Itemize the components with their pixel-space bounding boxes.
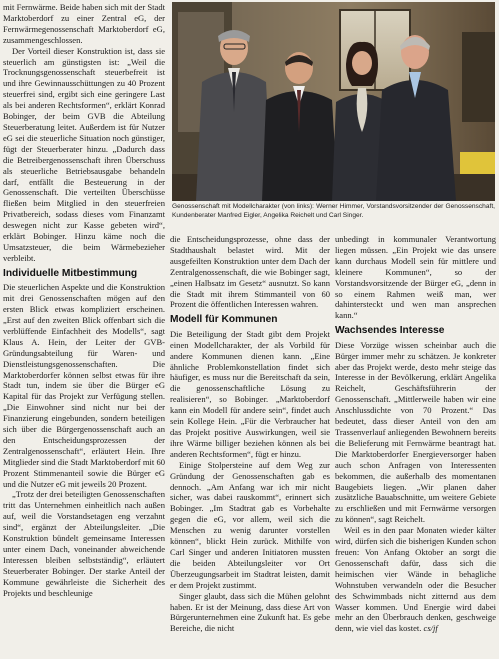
subheading-individuelle-mitbestimmung: Individuelle Mitbestimmung — [3, 267, 138, 279]
left-paragraph-2: Der Vorteil dieser Konstruktion ist, dass sie steuerlich am günstigsten ist: „Weil die Trocknungsgenossenschaft steuerbefreit ist und ihre Gewinnausschüttungen zu 40 Prozent steuerfrei sind, ergibt sich eine geringere Last als bei anderen Rechtsformen“, erklärt Konrad Bobinger, der beim GVB die Abteilung Steuerberatung leitet. Außerdem ist für Nutzer eG sei die steuerliche Situation noch günstiger, fügt der Steuerberater hinzu. „Dadurch dass die Betreibergenossenschaft ihren Überschuss als steuerliche Betriebsausgabe behandeln darf, entfällt die Besteuerung in der Genossenschaft. Die verteilten Überschüsse fließen beim Mitglied in den steuerfreien Privatbereich, sodass dieses vom Finanzamt deswegen nicht zur Kasse gebeten wird“, erklärt Bobinger. Hinzu käme noch die Umsatzsteuer, die beim Wärmebezieher verbleibt. — [3, 45, 165, 263]
subheading-wachsendes-interesse: Wachsendes Interesse — [335, 325, 445, 337]
left-paragraph-4: „Trotz der drei beteiligten Genossenschaften tritt das Unternehmen einheitlich nach außen auf, weil die Vorstandsetagen eng verzahnt sind“, ergänzt der Abteilungsleiter. „Die Konstruktion bündelt gemeinsame Interessen unter einem Dach, voneinander abweichende Interessen bleiben selbstständig“, erläutert Steuerberater Bobinger. Der starke Anteil der Kommune gewährleiste die Sicherheit des Projekts und beschleunige — [3, 489, 165, 598]
subheading-modell-fuer-kommunen: Modell für Kommunen — [170, 314, 278, 326]
mid-paragraph-4: Singer glaubt, dass sich die Mühen gelohnt haben. Er ist der Meinung, dass diese Art von Bürgerunternehmen eine Zukunft hat. Es gebe Bereiche, die nicht — [170, 590, 330, 634]
right-paragraph-3-text: Weil es in den paar Monaten wieder kälter wird, dürfen sich die bisherigen Kunden schon freuen: Von Anfang Oktober an sorgt die Genossenschaft dafür, dass sich die heimischen vier Wände in behagliche Wohnstuben verwandeln oder die Besucher des Schwimmbads nicht zitternd aus dem Wasser kommen. Und Energie wird dabei mehr an den Überbrauch denken, geschweige denn, wie viel das kostet. — [335, 525, 496, 634]
photo-caption: Genossenschaft mit Modellcharakter (von links): Werner Himmer, Vorstandsvorsitzender der Genossenschaft, Kundenberater Manfred Eigler, Angelika Reichelt und Carl Singer. — [172, 203, 495, 220]
group-photo-illustration — [172, 2, 495, 201]
left-paragraph-1: mit Fernwärme. Beide haben sich mit der Stadt Marktoberdorf zu einer Zentral eG, der Fernwärmegenossenschaft Marktoberdorf eG, zusammengeschlossen. — [3, 2, 165, 45]
column-left — [3, 2, 165, 599]
mid-paragraph-2: Die Beteiligung der Stadt gibt dem Projekt einen Modellcharakter, der als Vorbild für andere Kommunen dienen kann. „Eine ähnliche Problemkonstellation findet sich häufiger, es muss nur die Bereitschaft da sein, die genossenschaftliche Lösung zu realisieren“, so Bobinger. „Marktoberdorf kann ein Modell für andere sein“, findet auch sein Kollege Hein. „Für die Verbraucher hat das Projekt positive Auswirkungen, weil sie ihre Wärme billiger beziehen können als bei anderen Rechtsformen“, fügt er hinzu. — [170, 328, 330, 459]
author-signature: cs/jf — [423, 623, 438, 634]
right-paragraph-1: unbedingt in kommunaler Verantwortung liegen müssen. „Ein Projekt wie das unsere kann durchaus Modell sein für mittlere und kleinere Kommunen“, so der Vorstandsvorsitzende der Bürger eG, „denn in so einem Rahmen weiß man, wer dahintersteckt und wen man ansprechen kann.“ — [335, 234, 496, 321]
right-paragraph-2: Diese Vorzüge wissen scheinbar auch die Bürger immer mehr zu schätzen. Je konkreter aber das Projekt werde, desto mehr steige das Interesse in der Bevölkerung, erklärt Angelika Reichelt, Geschäftsführerin der Genossenschaft. „Mittlerweile haben wir eine Anschlussdichte von 70 Prozent.“ Das bedeutet, dass dieser Anteil von den am Trassenverlauf anliegenden Bewohnern bereits die Belieferung mit Fernwärme beantragt hat. Die Marktoberdorfer Energieversorger haben auch schon Anfragen von Interessenten bekommen, die außerhalb des momentanen Baugebiets liegen. „Wir planen daher zusätzliche Bauabschnitte, um weitere Gebiete zu erschließen und mit Fernwärme versorgen zu können“, sagt Reichelt. — [335, 339, 496, 525]
column-right — [335, 234, 496, 634]
mid-paragraph-1: die Entscheidungsprozesse, ohne dass der Stadthaushalt belastet wird. Mit der ausgefeilten Konstruktion unter dem Dach der Zentralgenossenschaft, die wie Bobinger sagt, „einen Halbsatz im Gesetz“ ausnutzt. So kann die Stadt mit ihrem Stimmanteil von 60 Prozent die öffentlichen Interessen wahren. — [170, 234, 330, 310]
right-paragraph-3 — [335, 525, 496, 634]
group-photo — [172, 2, 495, 201]
left-paragraph-3: Die steuerlichen Aspekte und die Konstruktion mit drei Genossenschaften mögen auf den ersten Blick etwas kompliziert erscheinen. „Erst auf den zweiten Blick offenbart sich die verblüffende Einfachheit des Modells“, sagt Klaus A. Hein, der Leiter der GVB-Gründungsabteilung für Waren- und Dienstleistungsgenossenschaften. Die Marktoberdorfer können selbst etwas für ihre Stadt tun, indem sie über die Bürger eG Kapital für das Projekt zur Verfügung stellen. „Die Einwohner sind nicht nur bei der Finanzierung eingebunden, sondern beteiligen sich über die Bürgergenossenschaft auch an den Entscheidungsprozessen der Zentralgenossenschaft“, erläutert Hein. Ihre Mitglieder sind die Stadt Marktoberdorf mit 60 Prozent Stimmenanteil sowie die Bürger eG und die Nutzer eG mit jeweils 20 Prozent. — [3, 282, 165, 489]
mid-paragraph-3: Einige Stolpersteine auf dem Weg zur Gründung der Genossenschaften gab es dennoch. „Am Anfang war ich mir nicht sicher, was dabei rauskommt“, erinnert sich Bobinger. „Im Stadtrat gab es Vorbehalte gegen die eG, vor allem, weil sich die Menschen zu wenig darunter vorstellen können“, blickt Hein zurück. Mithilfe von Carl Singer und anderen Initiatoren mussten die beiden Abteilungsleiter vor Ort Überzeugungsarbeit im Stadtrat leisten, damit er dem Projekt zustimmt. — [170, 459, 330, 590]
column-middle — [170, 234, 330, 634]
